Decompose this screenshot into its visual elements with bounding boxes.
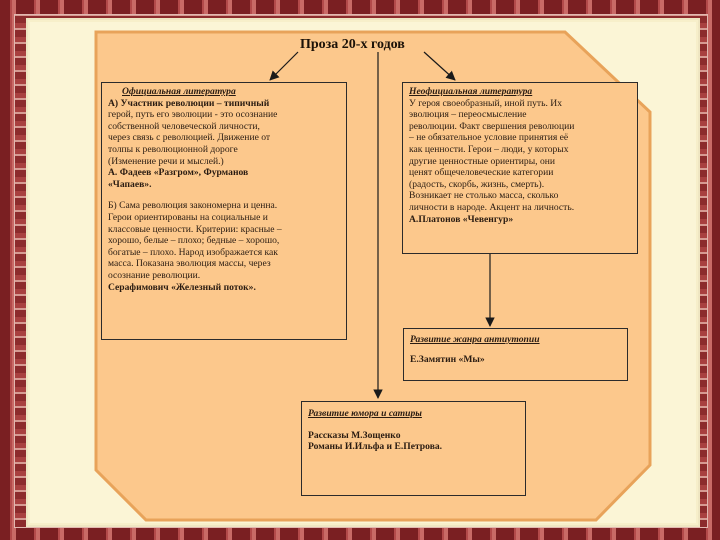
official-b-line: осознание революции. bbox=[108, 269, 201, 281]
unofficial-line: У героя своеобразный, иной путь. Их bbox=[409, 97, 563, 109]
official-b-line: хорошо, белые – плохо; бедные – хорошо, bbox=[108, 235, 280, 247]
unofficial-line: как ценности. Герои – люди, у которых bbox=[409, 143, 569, 155]
official-a-line: собственной человеческой личности, bbox=[108, 120, 260, 132]
humor-line: Рассказы М.Зощенко bbox=[308, 429, 401, 441]
unofficial-line: – не обязательное условие принятия её bbox=[409, 132, 569, 144]
official-a-line: А. Фадеев «Разгром», Фурманов bbox=[108, 167, 249, 179]
official-b-line: Герои ориентированы на социальные и bbox=[108, 211, 268, 223]
unofficial-line: другие ценностные ориентиры, они bbox=[409, 155, 556, 167]
official-a-line: (Изменение речи и мыслей.) bbox=[108, 155, 224, 167]
humor-line: Романы И.Ильфа и Е.Петрова. bbox=[308, 441, 443, 453]
unofficial-header: Неофициальная литература bbox=[409, 86, 533, 97]
official-b-line: богатые – плохо. Народ изображается как bbox=[108, 246, 278, 258]
diagram-title: Проза 20-х годов bbox=[300, 37, 405, 52]
unofficial-line: А.Платонов «Чевенгур» bbox=[409, 213, 514, 225]
antiutopia-line: Е.Замятин «Мы» bbox=[410, 353, 485, 365]
official-a-line: через связь с революцией. Движение от bbox=[108, 132, 271, 144]
unofficial-literature-box bbox=[402, 82, 638, 254]
official-b-line: Серафимович «Железный поток». bbox=[108, 281, 256, 293]
official-a-line: А) Участник революции – типичный bbox=[108, 97, 270, 109]
official-b-line: масса. Показана эволюция массы, через bbox=[108, 258, 271, 270]
official-b-line: классовые ценности. Критерии: красные – bbox=[108, 223, 282, 235]
unofficial-line: Возникает не столько масса, сколько bbox=[409, 190, 559, 202]
official-header: Официальная литература bbox=[122, 86, 236, 97]
humor-header: Развитие юмора и сатиры bbox=[308, 408, 422, 419]
unofficial-line: эволюция – переосмысление bbox=[409, 109, 527, 121]
official-a-line: «Чапаев». bbox=[108, 178, 152, 190]
unofficial-line: личности в народе. Акцент на личность. bbox=[409, 201, 575, 213]
unofficial-line: ценят общечеловеческие категории bbox=[409, 167, 554, 179]
unofficial-line: (радость, скорбь, жизнь, смерть). bbox=[409, 178, 545, 190]
unofficial-line: революции. Факт свершения революции bbox=[409, 120, 575, 132]
official-b-line: Б) Сама революция закономерна и ценна. bbox=[108, 200, 278, 212]
antiutopia-box bbox=[403, 328, 628, 381]
humor-satire-box bbox=[301, 401, 526, 496]
official-a-line: толпы к революционной дороге bbox=[108, 143, 238, 155]
official-literature-box bbox=[101, 82, 347, 340]
official-a-line: герой, путь его эволюции - это осознание bbox=[108, 109, 278, 121]
antiutopia-header: Развитие жанра антиутопии bbox=[410, 334, 540, 345]
